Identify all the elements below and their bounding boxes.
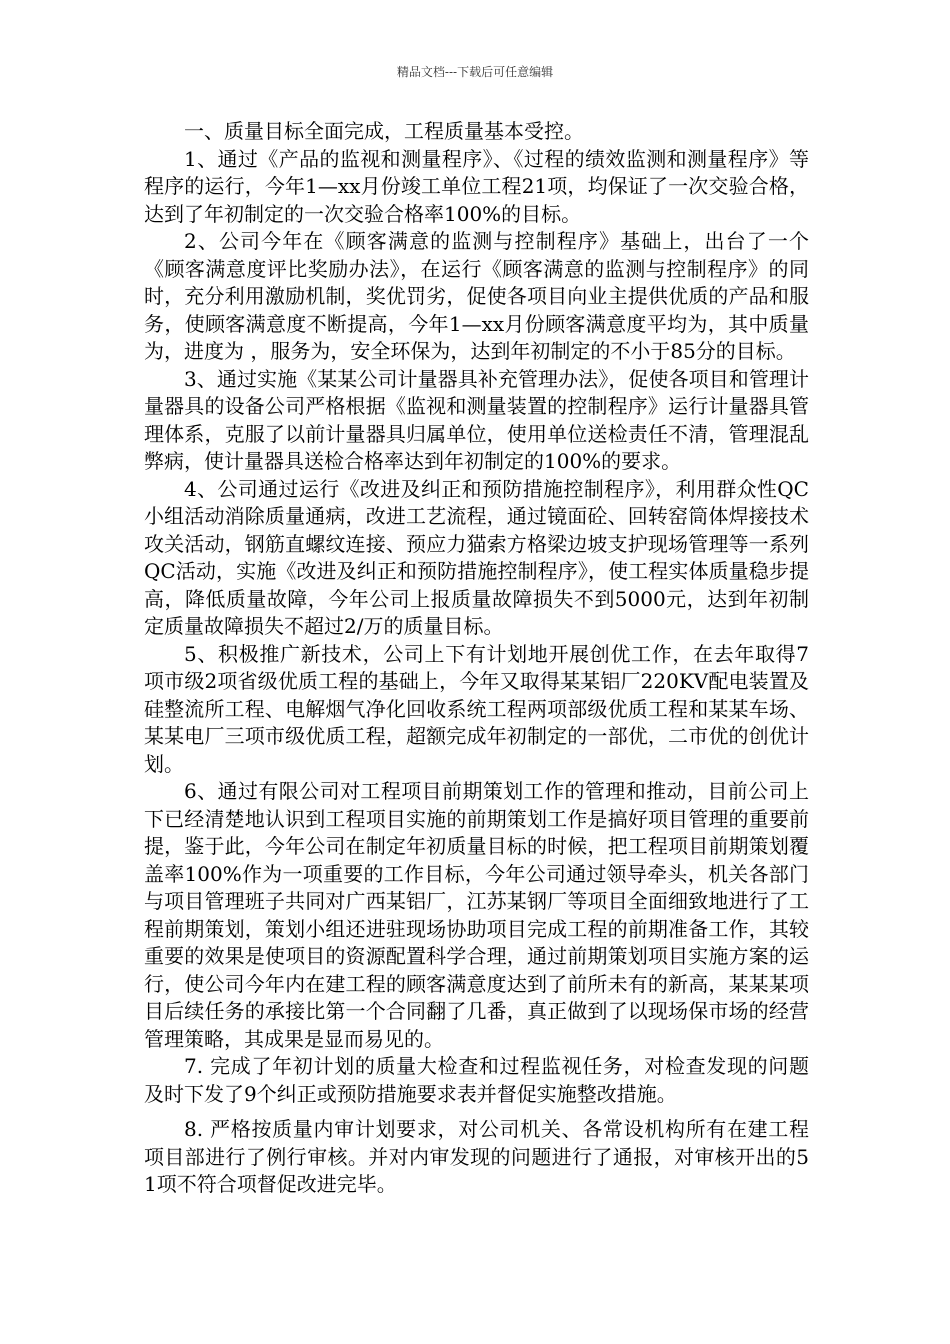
paragraph-item-5: 5、积极推广新技术，公司上下有计划地开展创优工作，在去年取得7项市级2项省级优质工程的基础上，今年又取得某某铝厂220KV配电装置及硅整流所工程、电解烟气净化回收系统工程两项部级优质工程和某某车场、某某电厂三项市级优质工程，超额完成年初制定的一部优，二市优的创优计划。	[144, 641, 809, 776]
paragraph-item-1: 1、通过《产品的监视和测量程序》、《过程的绩效监测和测量程序》等程序的运行，今年1—xx月份竣工单位工程21项，均保证了一次交验合格，达到了年初制定的一次交验合格率100%的目标。	[144, 146, 809, 226]
paragraph-item-4: 4、公司通过运行《改进及纠正和预防措施控制程序》，利用群众性QC小组活动消除质量通病，改进工艺流程，通过镜面砼、回转窑筒体焊接技术攻关活动，钢筋直螺纹连接、预应力猫索方格梁边坡支护现场管理等一系列QC活动，实施《改进及纠正和预防措施控制程序》，使工程实体质量稳步提高，降低质量故障，今年公司上报质量故障损失不到5000元，达到年初制定质量故障损失不超过2/万的质量目标。	[144, 476, 809, 638]
paragraph-item-6: 6、通过有限公司对工程项目前期策划工作的管理和推动，目前公司上下已经清楚地认识到工程项目实施的前期策划工作是搞好项目管理的重要前提，鉴于此，今年公司在制定年初质量目标的时候，把工程项目前期策划覆盖率100%作为一项重要的工作目标，今年公司通过领导牵头，机关各部门与项目管理班子共同对广西某铝厂，江苏某钢厂等项目全面细致地进行了工程前期策划，策划小组还进驻现场协助项目完成工程的前期准备工作，其较重要的效果是使项目的资源配置科学合理，通过前期策划项目实施方案的运行，使公司今年内在建工程的顾客满意度达到了前所未有的新高，某某某项目后续任务的承接比第一个合同翻了几番，真正做到了以现场保市场的经营管理策略，其成果是显而易见的。	[144, 779, 809, 1051]
paragraph-item-8: 8. 严格按质量内审计划要求，对公司机关、各常设机构所有在建工程项目部进行了例行审核。并对内审发现的问题进行了通报，对审核开出的51项不符合项督促改进完毕。	[144, 1117, 809, 1196]
paragraph-item-3: 3、通过实施《某某公司计量器具补充管理办法》，促使各项目和管理计量器具的设备公司严格根据《监视和测量装置的控制程序》运行计量器具管理体系，克服了以前计量器具归属单位，使用单位送检责任不清，管理混乱弊病，使计量器具送检合格率达到年初制定的100%的要求。	[144, 366, 809, 473]
paragraph-item-2: 2、公司今年在《顾客满意的监测与控制程序》基础上，出台了一个《顾客满意度评比奖励办法》，在运行《顾客满意的监测与控制程序》的同时，充分利用激励机制，奖优罚劣，促使各项目向业主提供优质的产品和服务，使顾客满意度不断提高，今年1—xx月份顾客满意度平均为，其中质量为，进度为 ，服务为，安全环保为，达到年初制定的不小于85分的目标。	[144, 229, 809, 363]
section-heading: 一、质量目标全面完成，工程质量基本受控。	[184, 119, 584, 143]
document-body	[144, 118, 809, 1199]
paragraph-item-7: 7. 完成了年初计划的质量大检查和过程监视任务，对检查发现的问题及时下发了9个纠正或预防措施要求表并督促实施整改措施。	[144, 1054, 809, 1106]
page-header: 精品文档---下载后可任意编辑	[396, 65, 554, 79]
